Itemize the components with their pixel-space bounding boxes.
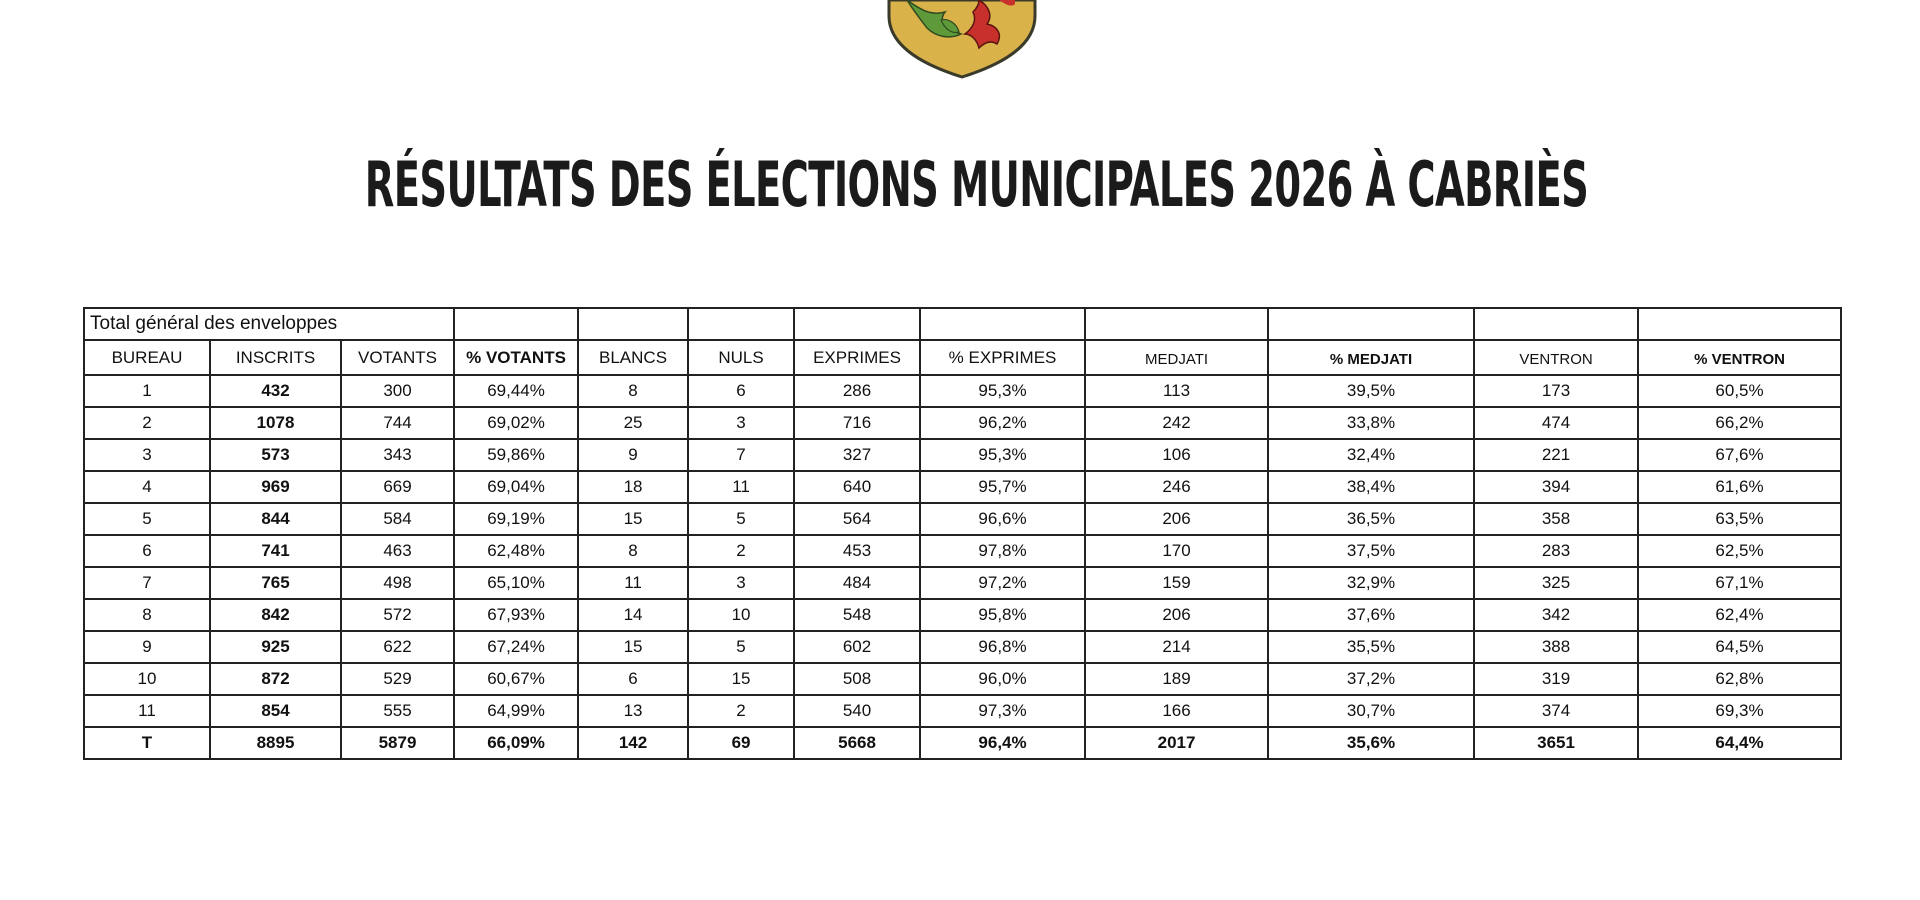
empty-cell [454, 308, 578, 340]
table-cell: 37,5% [1268, 535, 1474, 567]
table-cell: 11 [84, 695, 210, 727]
table-row [84, 439, 1841, 471]
total-cell: 5668 [794, 727, 920, 759]
empty-cell [920, 308, 1085, 340]
table-cell: 6 [578, 663, 688, 695]
table-cell: 97,3% [920, 695, 1085, 727]
table-cell: 5 [84, 503, 210, 535]
table-cell: 286 [794, 375, 920, 407]
table-cell: 96,6% [920, 503, 1085, 535]
table-cell: 358 [1474, 503, 1638, 535]
table-cell: 97,8% [920, 535, 1085, 567]
table-cell: 844 [210, 503, 341, 535]
table-cell: 555 [341, 695, 454, 727]
table-cell: 4 [84, 471, 210, 503]
table-cell: 432 [210, 375, 341, 407]
empty-cell [1474, 308, 1638, 340]
column-header-bureau: BUREAU [84, 340, 210, 375]
table-row [84, 567, 1841, 599]
table-cell: 484 [794, 567, 920, 599]
total-cell: 3651 [1474, 727, 1638, 759]
table-cell: 62,4% [1638, 599, 1841, 631]
table-cell: 463 [341, 535, 454, 567]
table-cell: 602 [794, 631, 920, 663]
table-cell: 640 [794, 471, 920, 503]
table-cell: 159 [1085, 567, 1268, 599]
table-cell: 716 [794, 407, 920, 439]
empty-cell [1085, 308, 1268, 340]
table-cell: 69,02% [454, 407, 578, 439]
table-cell: 325 [1474, 567, 1638, 599]
table-cell: 319 [1474, 663, 1638, 695]
total-cell: 2017 [1085, 727, 1268, 759]
table-cell: 669 [341, 471, 454, 503]
table-cell: 300 [341, 375, 454, 407]
table-cell: 65,10% [454, 567, 578, 599]
table-cell: 37,6% [1268, 599, 1474, 631]
table-cell: 246 [1085, 471, 1268, 503]
empty-cell [1638, 308, 1841, 340]
table-cell: 327 [794, 439, 920, 471]
table-cell: 765 [210, 567, 341, 599]
table-row [84, 631, 1841, 663]
table-cell: 8 [578, 535, 688, 567]
table-cell: 18 [578, 471, 688, 503]
table-row [84, 503, 1841, 535]
table-cell: 67,93% [454, 599, 578, 631]
table-cell: 69,19% [454, 503, 578, 535]
table-cell: 67,24% [454, 631, 578, 663]
header-row [84, 340, 1841, 375]
table-cell: 214 [1085, 631, 1268, 663]
table-cell: 6 [84, 535, 210, 567]
table-cell: 508 [794, 663, 920, 695]
table-cell: 37,2% [1268, 663, 1474, 695]
table-cell: 11 [688, 471, 794, 503]
town-crest-icon [887, 0, 1037, 80]
table-cell: 6 [688, 375, 794, 407]
table-cell: 343 [341, 439, 454, 471]
total-cell: 66,09% [454, 727, 578, 759]
table-cell: 97,2% [920, 567, 1085, 599]
table-row [84, 471, 1841, 503]
table-cell: 2 [688, 535, 794, 567]
table-cell: 67,1% [1638, 567, 1841, 599]
table-cell: 30,7% [1268, 695, 1474, 727]
caption-row [84, 308, 1841, 340]
page-title: RÉSULTATS DES ÉLECTIONS MUNICIPALES 2026 À CABRIÈS [364, 148, 1589, 221]
table-row [84, 407, 1841, 439]
table-cell: 62,5% [1638, 535, 1841, 567]
table-cell: 572 [341, 599, 454, 631]
table-cell: 95,8% [920, 599, 1085, 631]
table-cell: 9 [578, 439, 688, 471]
table-cell: 15 [578, 503, 688, 535]
table-cell: 3 [84, 439, 210, 471]
column-header-pct-exprimes: % EXPRIMES [920, 340, 1085, 375]
table-cell: 573 [210, 439, 341, 471]
table-cell: 67,6% [1638, 439, 1841, 471]
table-row [84, 599, 1841, 631]
table-cell: 36,5% [1268, 503, 1474, 535]
table-cell: 744 [341, 407, 454, 439]
total-cell: T [84, 727, 210, 759]
table-cell: 38,4% [1268, 471, 1474, 503]
table-cell: 96,2% [920, 407, 1085, 439]
column-header-ventron: VENTRON [1474, 340, 1638, 375]
column-header-inscrits: INSCRITS [210, 340, 341, 375]
table-cell: 32,4% [1268, 439, 1474, 471]
table-row [84, 663, 1841, 695]
table-cell: 69,3% [1638, 695, 1841, 727]
table-cell: 10 [688, 599, 794, 631]
table-cell: 5 [688, 631, 794, 663]
table-cell: 95,3% [920, 375, 1085, 407]
total-cell: 5879 [341, 727, 454, 759]
column-header-nuls: NULS [688, 340, 794, 375]
table-cell: 394 [1474, 471, 1638, 503]
total-cell: 64,4% [1638, 727, 1841, 759]
table-cell: 5 [688, 503, 794, 535]
table-cell: 32,9% [1268, 567, 1474, 599]
table-caption: Total général des enveloppes [84, 308, 454, 340]
table-cell: 1078 [210, 407, 341, 439]
table-cell: 35,5% [1268, 631, 1474, 663]
table-cell: 166 [1085, 695, 1268, 727]
table-cell: 69,04% [454, 471, 578, 503]
column-header-pct-votants: % VOTANTS [454, 340, 578, 375]
table-cell: 3 [688, 567, 794, 599]
table-cell: 62,48% [454, 535, 578, 567]
total-cell: 35,6% [1268, 727, 1474, 759]
empty-cell [578, 308, 688, 340]
table-cell: 95,7% [920, 471, 1085, 503]
table-cell: 62,8% [1638, 663, 1841, 695]
table-cell: 64,99% [454, 695, 578, 727]
table-cell: 113 [1085, 375, 1268, 407]
table-cell: 3 [688, 407, 794, 439]
table-cell: 96,0% [920, 663, 1085, 695]
table-cell: 106 [1085, 439, 1268, 471]
column-header-pct-ventron: % VENTRON [1638, 340, 1841, 375]
table-cell: 564 [794, 503, 920, 535]
table-cell: 872 [210, 663, 341, 695]
table-cell: 69,44% [454, 375, 578, 407]
table-cell: 11 [578, 567, 688, 599]
table-cell: 622 [341, 631, 454, 663]
total-cell: 69 [688, 727, 794, 759]
table-cell: 10 [84, 663, 210, 695]
table-cell: 8 [578, 375, 688, 407]
table-cell: 64,5% [1638, 631, 1841, 663]
table-cell: 7 [84, 567, 210, 599]
table-cell: 60,5% [1638, 375, 1841, 407]
table-cell: 25 [578, 407, 688, 439]
table-cell: 95,3% [920, 439, 1085, 471]
table-cell: 342 [1474, 599, 1638, 631]
total-cell: 8895 [210, 727, 341, 759]
table-cell: 1 [84, 375, 210, 407]
table-cell: 8 [84, 599, 210, 631]
total-row [84, 727, 1841, 759]
table-cell: 206 [1085, 503, 1268, 535]
table-cell: 7 [688, 439, 794, 471]
table-cell: 925 [210, 631, 341, 663]
table-cell: 854 [210, 695, 341, 727]
table-cell: 189 [1085, 663, 1268, 695]
total-cell: 142 [578, 727, 688, 759]
table-cell: 96,8% [920, 631, 1085, 663]
table-cell: 2 [688, 695, 794, 727]
column-header-exprimes: EXPRIMES [794, 340, 920, 375]
table-cell: 39,5% [1268, 375, 1474, 407]
table-cell: 173 [1474, 375, 1638, 407]
table-cell: 59,86% [454, 439, 578, 471]
table-row [84, 695, 1841, 727]
table-cell: 14 [578, 599, 688, 631]
table-cell: 60,67% [454, 663, 578, 695]
table-cell: 13 [578, 695, 688, 727]
table-cell: 540 [794, 695, 920, 727]
empty-cell [688, 308, 794, 340]
column-header-pct-medjati: % MEDJATI [1268, 340, 1474, 375]
table-cell: 206 [1085, 599, 1268, 631]
table-row [84, 375, 1841, 407]
table-cell: 529 [341, 663, 454, 695]
table-cell: 498 [341, 567, 454, 599]
results-table [83, 307, 1842, 760]
table-row [84, 535, 1841, 567]
table-cell: 15 [688, 663, 794, 695]
table-cell: 842 [210, 599, 341, 631]
table-cell: 584 [341, 503, 454, 535]
table-cell: 474 [1474, 407, 1638, 439]
table-cell: 283 [1474, 535, 1638, 567]
table-cell: 242 [1085, 407, 1268, 439]
table-cell: 969 [210, 471, 341, 503]
table-cell: 453 [794, 535, 920, 567]
table-cell: 170 [1085, 535, 1268, 567]
table-cell: 221 [1474, 439, 1638, 471]
table-cell: 33,8% [1268, 407, 1474, 439]
table-cell: 2 [84, 407, 210, 439]
table-cell: 374 [1474, 695, 1638, 727]
table-cell: 66,2% [1638, 407, 1841, 439]
column-header-votants: VOTANTS [341, 340, 454, 375]
table-cell: 61,6% [1638, 471, 1841, 503]
table-cell: 63,5% [1638, 503, 1841, 535]
table-cell: 15 [578, 631, 688, 663]
table-cell: 548 [794, 599, 920, 631]
table-cell: 388 [1474, 631, 1638, 663]
column-header-blancs: BLANCS [578, 340, 688, 375]
column-header-medjati: MEDJATI [1085, 340, 1268, 375]
table-cell: 741 [210, 535, 341, 567]
table-cell: 9 [84, 631, 210, 663]
empty-cell [794, 308, 920, 340]
empty-cell [1268, 308, 1474, 340]
total-cell: 96,4% [920, 727, 1085, 759]
